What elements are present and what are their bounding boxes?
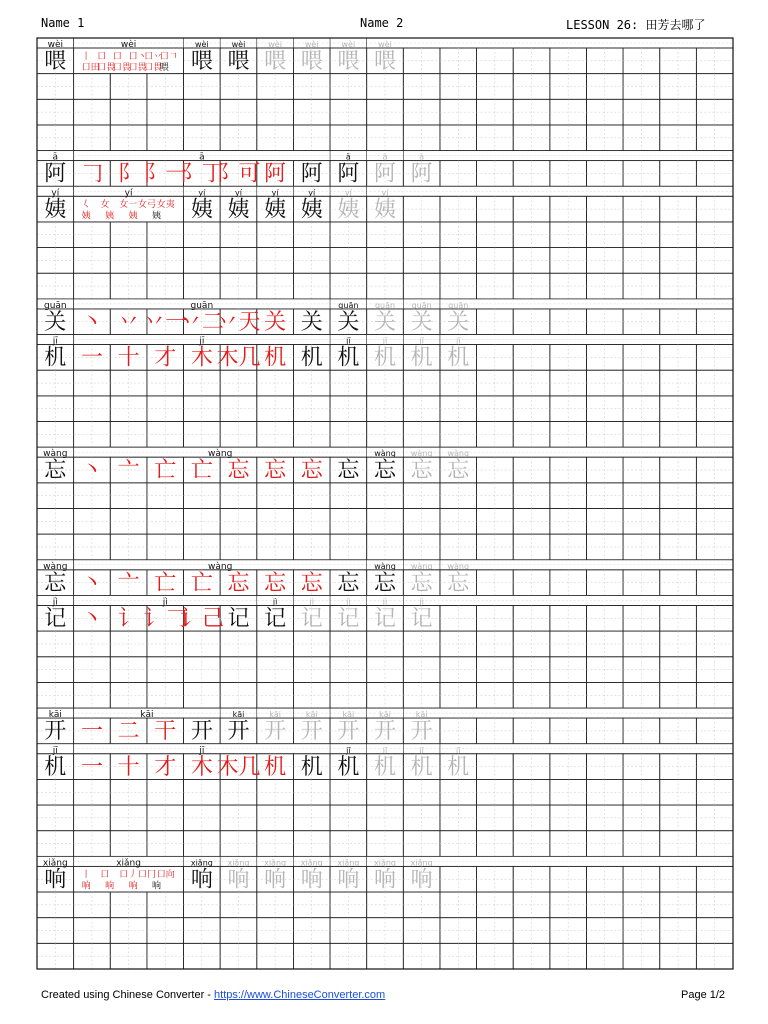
stroke-step: 亡 — [190, 458, 213, 484]
pinyin-label: kāi — [415, 710, 428, 720]
stroke-step: 丷 — [117, 309, 140, 335]
pinyin-label: xiǎng — [300, 858, 323, 868]
stroke-step: 木几 — [216, 754, 261, 780]
pinyin-label: xiǎng — [373, 858, 397, 868]
practice-character: 忘 — [447, 458, 470, 484]
practice-character: 机 — [373, 754, 397, 780]
practice-character: 开 — [300, 719, 323, 745]
practice-character: 关 — [447, 309, 470, 335]
stroke-step: 忘 — [300, 570, 323, 596]
stroke-step: 十 — [117, 345, 140, 371]
practice-character: 机 — [447, 345, 470, 371]
practice-character: 姨 — [373, 197, 397, 223]
pinyin-label: jī — [199, 745, 205, 756]
pinyin-label: xiǎng — [42, 858, 68, 869]
stroke-step: 关 — [300, 309, 323, 335]
practice-character: 记 — [373, 606, 397, 632]
practice-character: 记 — [264, 606, 287, 632]
pinyin-label: xiǎng — [337, 858, 360, 868]
stroke-step: 阝丁 — [179, 161, 224, 187]
stroke-step: 响 — [152, 881, 162, 892]
practice-character: 姨 — [300, 197, 323, 223]
practice-character: 喂 — [337, 49, 360, 75]
practice-character: 姨 — [264, 197, 287, 223]
name2-label: Name 2 — [360, 16, 404, 30]
stroke-step: 阿 — [264, 161, 287, 187]
stroke-step: 才 — [154, 754, 177, 780]
stroke-step: 姨 — [128, 211, 138, 222]
pinyin-label: jì — [419, 597, 424, 607]
pinyin-label: jī — [346, 745, 351, 755]
stroke-step: 阝 — [117, 161, 140, 187]
stroke-step: 口冂 — [137, 870, 156, 881]
practice-character: 关 — [337, 309, 360, 335]
stroke-step: 丷天 — [216, 309, 261, 335]
pinyin-label: yí — [308, 188, 316, 198]
practice-character: 关 — [410, 309, 433, 335]
stroke-step: 女一 — [119, 200, 138, 211]
practice-character: 阿 — [410, 161, 433, 187]
stroke-step: 机 — [300, 345, 323, 371]
pinyin-label: wèi — [194, 40, 209, 49]
pinyin-label: ā — [52, 152, 59, 163]
pinyin-label: ā — [345, 152, 351, 162]
pinyin-label: xiǎng — [116, 858, 141, 869]
pinyin-label: jì — [52, 597, 58, 608]
pinyin-label: yí — [381, 188, 389, 198]
stroke-step: 𡿨 — [81, 200, 91, 211]
stroke-step: 姨 — [81, 211, 91, 222]
practice-character: 姨 — [337, 197, 360, 223]
stroke-step: 口畏 — [97, 63, 116, 74]
pinyin-label: yí — [344, 188, 352, 198]
practice-character: 机 — [447, 754, 470, 780]
stroke-step: 忘 — [337, 570, 360, 596]
pinyin-label: ā — [419, 152, 425, 162]
pinyin-label: wèi — [231, 40, 246, 49]
model-character: 关 — [44, 309, 67, 335]
stroke-step: 讠𠃌 — [143, 606, 188, 632]
stroke-step: 阝一 — [143, 161, 188, 187]
pinyin-label: ā — [199, 152, 205, 163]
model-character: 机 — [44, 345, 67, 371]
pinyin-label: kāi — [305, 710, 318, 720]
pinyin-label: jī — [52, 336, 58, 347]
stroke-step: 口 — [100, 870, 110, 881]
pinyin-label: jī — [456, 745, 461, 755]
stroke-step: 丨 — [81, 870, 91, 881]
stroke-step: 记 — [227, 606, 250, 632]
pinyin-label: wàng — [410, 561, 433, 571]
practice-character: 响 — [227, 867, 250, 893]
pinyin-label: guān — [374, 300, 396, 310]
model-character: 喂 — [44, 49, 67, 75]
pinyin-label: wèi — [304, 40, 319, 49]
pinyin-label: yí — [271, 188, 279, 198]
practice-character: 响 — [264, 867, 287, 893]
pinyin-label: wàng — [43, 449, 68, 460]
pinyin-label: wàng — [208, 561, 233, 572]
stroke-step: 十 — [117, 754, 140, 780]
pinyin-label: guān — [190, 300, 214, 311]
stroke-step: 一 — [80, 754, 103, 780]
practice-character: 响 — [337, 867, 360, 893]
stroke-step: 丨 — [81, 51, 91, 62]
credit-text: Created using Chinese Converter - — [41, 989, 215, 1001]
stroke-step: 口畏 — [128, 63, 147, 74]
stroke-step: 一 — [80, 345, 103, 371]
practice-character: 忘 — [447, 570, 470, 596]
stroke-step: 口畏 — [112, 63, 131, 74]
pinyin-label: kāi — [342, 710, 355, 720]
practice-character: 响 — [410, 867, 433, 893]
pinyin-label: wàng — [43, 561, 68, 572]
stroke-step: 阝可 — [216, 161, 261, 187]
pinyin-label: wèi — [341, 40, 356, 49]
pinyin-label: wàng — [208, 449, 233, 460]
stroke-step: 丶 — [80, 458, 103, 484]
pinyin-label: wèi — [47, 40, 64, 50]
stroke-step: 干 — [154, 719, 177, 745]
pinyin-label: jī — [199, 336, 205, 347]
pinyin-label: kāi — [140, 710, 154, 721]
stroke-step: 响 — [105, 881, 115, 892]
stroke-step: 口向 — [156, 870, 175, 881]
pinyin-label: jī — [382, 745, 388, 755]
stroke-step: 开 — [190, 719, 213, 745]
pinyin-label: wàng — [374, 449, 396, 459]
practice-character: 喂 — [373, 49, 397, 75]
pinyin-label: guān — [43, 300, 67, 311]
stroke-step: 口𠃍 — [159, 51, 178, 62]
pinyin-label: jī — [456, 336, 461, 346]
pinyin-label: wèi — [378, 40, 392, 49]
practice-character: 响 — [190, 867, 213, 893]
pinyin-label: jī — [346, 336, 351, 346]
practice-character: 机 — [410, 345, 433, 371]
stroke-step: 关 — [264, 309, 287, 335]
stroke-step: 忘 — [337, 458, 360, 484]
stroke-step: 忘 — [264, 458, 287, 484]
model-character: 响 — [44, 867, 67, 893]
stroke-step: 口 — [97, 51, 107, 62]
pinyin-label: wàng — [410, 449, 433, 459]
pinyin-label: wàng — [447, 561, 470, 571]
pinyin-label: jì — [309, 597, 314, 607]
model-character: 忘 — [44, 570, 67, 596]
pinyin-label: xiǎng — [410, 858, 433, 868]
pinyin-label: wàng — [374, 561, 396, 571]
stroke-step: 女 — [100, 200, 110, 211]
practice-character: 开 — [410, 719, 433, 745]
pinyin-label: jī — [419, 336, 424, 346]
stroke-step: 机 — [264, 754, 287, 780]
stroke-step: 讠 — [117, 606, 140, 632]
converter-link[interactable]: https://www.ChineseConverter.com — [214, 989, 386, 1001]
stroke-step: 姨 — [105, 211, 115, 222]
pinyin-label: jì — [346, 597, 351, 607]
practice-character: 机 — [410, 754, 433, 780]
practice-character: 喂 — [300, 49, 323, 75]
stroke-step: 亡 — [190, 570, 213, 596]
pinyin-label: kāi — [232, 710, 245, 720]
stroke-step: 木 — [190, 754, 213, 780]
pinyin-label: jì — [382, 597, 388, 607]
name1-label: Name 1 — [41, 16, 85, 30]
stroke-step: 女夷 — [156, 200, 175, 211]
stroke-step: 机 — [300, 754, 323, 780]
pinyin-label: xiǎng — [227, 858, 250, 868]
stroke-step: 丶 — [80, 570, 103, 596]
model-character: 开 — [44, 719, 67, 745]
footer-credit — [41, 989, 385, 1001]
stroke-step: 忘 — [227, 458, 250, 484]
stroke-step: 喂 — [159, 63, 169, 74]
stroke-step: 木 — [190, 345, 213, 371]
stroke-step: 姨 — [152, 211, 162, 222]
practice-character: 记 — [410, 606, 433, 632]
stroke-step: 丷一 — [143, 309, 188, 335]
stroke-step: 𠃌 — [80, 161, 103, 187]
practice-character: 喂 — [190, 49, 213, 75]
model-character: 忘 — [44, 458, 67, 484]
practice-character: 忘 — [410, 570, 433, 596]
page-number: Page 1/2 — [681, 989, 726, 1001]
practice-character: 忘 — [373, 458, 397, 484]
pinyin-label: yí — [51, 188, 60, 199]
practice-character: 姨 — [190, 197, 213, 223]
practice-character: 阿 — [373, 161, 397, 187]
stroke-step: 丷二 — [179, 309, 224, 335]
practice-character: 阿 — [337, 161, 360, 187]
pinyin-label: wèi — [120, 40, 137, 50]
stroke-step: 丶 — [80, 606, 103, 632]
stroke-step: 木几 — [216, 345, 261, 371]
practice-character: 喂 — [264, 49, 287, 75]
stroke-step: 忘 — [264, 570, 287, 596]
stroke-step: 口 — [112, 51, 122, 62]
pinyin-label: kāi — [48, 710, 62, 721]
practice-character: 记 — [300, 606, 323, 632]
pinyin-label: ā — [382, 152, 388, 162]
model-character: 姨 — [44, 197, 67, 223]
pinyin-label: guān — [411, 300, 432, 310]
stroke-step: 口丷 — [144, 51, 163, 62]
pinyin-label: kāi — [269, 710, 281, 720]
practice-character: 忘 — [373, 570, 397, 596]
stroke-step: 口丿 — [119, 870, 138, 881]
stroke-step: 响 — [128, 881, 138, 892]
pinyin-label: jī — [382, 336, 388, 346]
stroke-step: 忘 — [227, 570, 250, 596]
pinyin-label: guān — [448, 300, 469, 310]
stroke-step: 口田 — [81, 63, 100, 74]
stroke-step: 女弓 — [137, 200, 156, 211]
practice-character: 记 — [337, 606, 360, 632]
stroke-step: 亠 — [117, 458, 140, 484]
practice-character: 喂 — [227, 49, 250, 75]
pinyin-label: kāi — [379, 710, 391, 720]
pinyin-label: guān — [338, 300, 359, 310]
stroke-step: 机 — [264, 345, 287, 371]
practice-character: 响 — [300, 867, 323, 893]
practice-character: 机 — [373, 345, 397, 371]
practice-character: 机 — [337, 754, 360, 780]
pinyin-label: wàng — [447, 449, 470, 459]
stroke-step: 口丶 — [128, 51, 147, 62]
stroke-step: 阿 — [300, 161, 323, 187]
pinyin-label: yí — [198, 188, 206, 198]
stroke-step: 亠 — [117, 570, 140, 596]
pinyin-label: jì — [272, 597, 278, 607]
pinyin-label: yí — [124, 188, 133, 199]
pinyin-label: jī — [52, 745, 58, 756]
stroke-step: 响 — [81, 881, 91, 892]
pinyin-label: jì — [162, 597, 168, 608]
stroke-step: 丶 — [80, 309, 103, 335]
stroke-step: 才 — [154, 345, 177, 371]
model-character: 机 — [44, 754, 67, 780]
pinyin-label: xiǎng — [190, 858, 213, 868]
pinyin-label: jī — [419, 745, 424, 755]
stroke-step: 忘 — [300, 458, 323, 484]
practice-character: 开 — [264, 719, 287, 745]
stroke-step: 讠己 — [179, 606, 224, 632]
stroke-step: 口畏 — [144, 63, 163, 74]
practice-character: 机 — [337, 345, 360, 371]
stroke-step: 亡 — [154, 570, 177, 596]
practice-character: 开 — [337, 719, 360, 745]
model-character: 记 — [44, 606, 67, 632]
lesson-title: LESSON 26: 田芳去哪了 — [566, 18, 706, 32]
model-character: 阿 — [44, 161, 67, 187]
practice-character: 姨 — [227, 197, 250, 223]
practice-character: 开 — [373, 719, 397, 745]
practice-character: 开 — [227, 719, 250, 745]
stroke-step: 亡 — [154, 458, 177, 484]
practice-character: 响 — [373, 867, 397, 893]
pinyin-label: wèi — [268, 40, 282, 49]
pinyin-label: xiǎng — [264, 858, 287, 868]
pinyin-label: yí — [234, 188, 242, 198]
practice-character: 忘 — [410, 458, 433, 484]
stroke-step: 二 — [117, 719, 140, 745]
practice-character: 关 — [373, 309, 397, 335]
stroke-step: 一 — [80, 719, 103, 745]
